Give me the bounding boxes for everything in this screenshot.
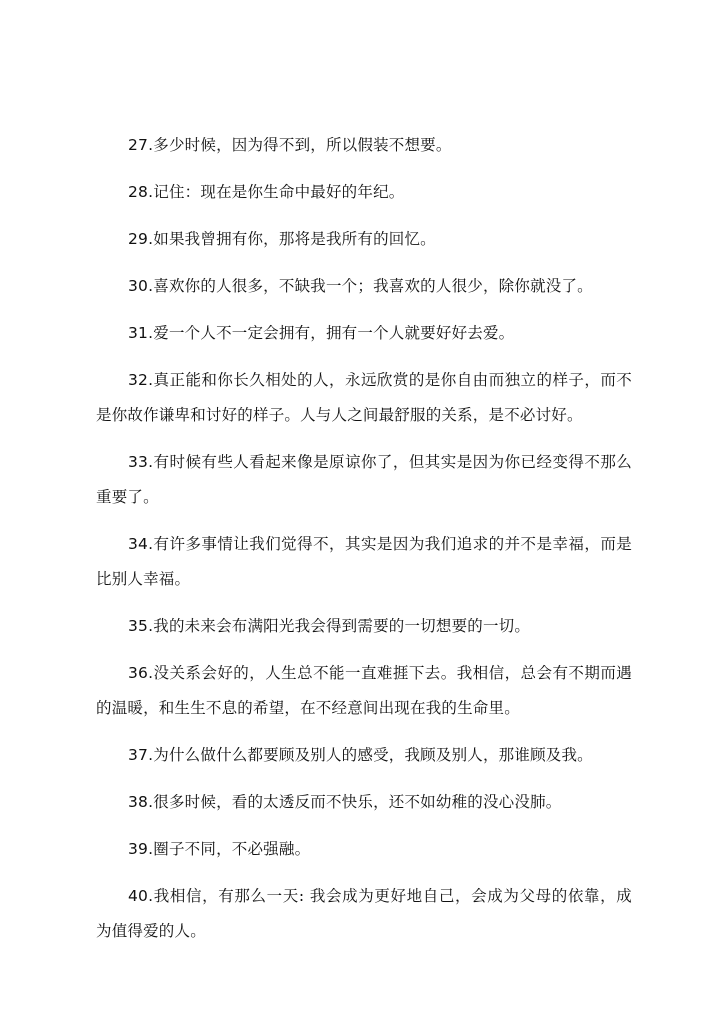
quote-text: 如果我曾拥有你，那将是我所有的回忆。 — [153, 230, 436, 248]
quote-text: 为什么做什么都要顾及别人的感受，我顾及别人，那谁顾及我。 — [153, 746, 593, 764]
quote-item-34 — [96, 527, 632, 597]
quote-item-27 — [96, 128, 632, 163]
quote-item-39 — [96, 832, 632, 867]
quote-item-29 — [96, 222, 632, 257]
quote-number: 27. — [128, 136, 154, 154]
quote-number: 39. — [128, 840, 154, 858]
quote-number: 37. — [128, 746, 154, 764]
quote-item-35 — [96, 609, 632, 644]
quote-number: 38. — [128, 793, 154, 811]
quote-number: 32. — [128, 371, 154, 389]
quote-item-31 — [96, 316, 632, 351]
quote-number: 35. — [128, 617, 154, 635]
quote-number: 29. — [128, 230, 154, 248]
quote-number: 31. — [128, 324, 154, 342]
quote-text: 圈子不同，不必强融。 — [153, 840, 311, 858]
quote-item-37 — [96, 738, 632, 773]
quote-number: 28. — [128, 183, 154, 201]
quote-item-30 — [96, 269, 632, 304]
quote-text: 有时候有些人看起来像是原谅你了，但其实是因为你已经变得不那么重要了。 — [96, 453, 632, 506]
quote-text: 多少时候，因为得不到，所以假装不想要。 — [153, 136, 452, 154]
quote-text: 真正能和你长久相处的人，永远欣赏的是你自由而独立的样子，而不是你故作谦卑和讨好的样子。人与人之间最舒服的关系，是不必讨好。 — [96, 371, 632, 424]
quote-text: 记住：现在是你生命中最好的年纪。 — [153, 183, 405, 201]
quote-item-38 — [96, 785, 632, 820]
quote-number: 34. — [128, 535, 154, 553]
quote-text: 有许多事情让我们觉得不，其实是因为我们追求的并不是幸福，而是比别人幸福。 — [96, 535, 632, 588]
quote-number: 30. — [128, 277, 154, 295]
quote-item-40 — [96, 879, 632, 949]
quote-text: 没关系会好的，人生总不能一直难捱下去。我相信，总会有不期而遇的温暖，和生生不息的希望，在不经意间出现在我的生命里。 — [96, 664, 632, 717]
quote-text: 爱一个人不一定会拥有，拥有一个人就要好好去爱。 — [153, 324, 515, 342]
quote-text: 很多时候，看的太透反而不快乐，还不如幼稚的没心没肺。 — [153, 793, 562, 811]
quote-number: 40. — [128, 887, 154, 905]
quote-number: 36. — [128, 664, 154, 682]
quote-item-28 — [96, 175, 632, 210]
quote-text: 喜欢你的人很多，不缺我一个；我喜欢的人很少，除你就没了。 — [153, 277, 593, 295]
quote-item-33 — [96, 445, 632, 515]
quote-text: 我的未来会布满阳光我会得到需要的一切想要的一切。 — [153, 617, 531, 635]
quote-text: 我相信，有那么一天: 我会成为更好地自己，会成为父母的依靠，成为值得爱的人。 — [96, 887, 632, 940]
quote-number: 33. — [128, 453, 154, 471]
quote-item-32 — [96, 363, 632, 433]
quote-item-36 — [96, 656, 632, 726]
quote-list — [96, 128, 632, 961]
